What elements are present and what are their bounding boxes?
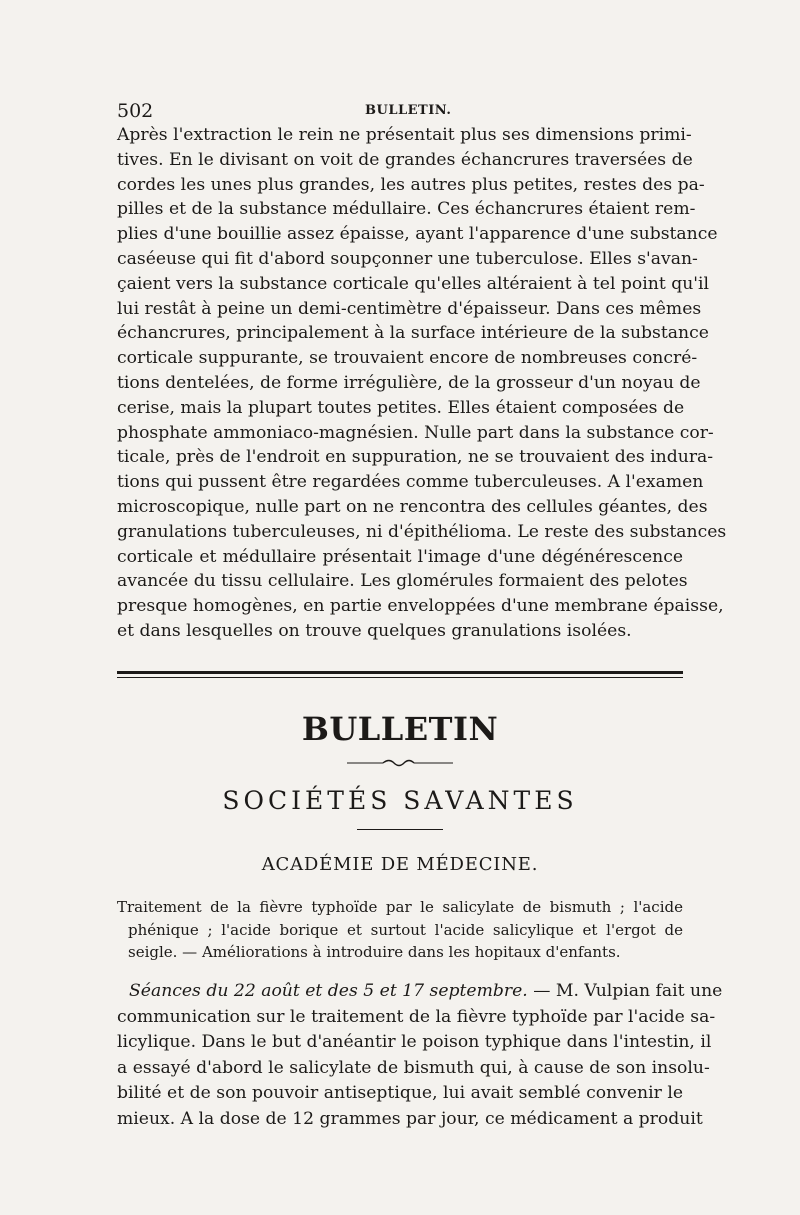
session-speaker: — M. Vulpian fait une [527, 981, 723, 1001]
text-line: tives. En le divisant on voit de grandes échancrures traversées de [117, 149, 693, 170]
text-line: granulations tuberculeuses, ni d'épithélioma. Le reste des substances [117, 521, 727, 542]
subsection-title: SOCIÉTÉS SAVANTES [222, 786, 578, 815]
text-line: cordes les unes plus grandes, les autres plus petites, restes des pa- [117, 174, 705, 195]
text-line: corticale et médullaire présentait l'image d'une dégénérescence [117, 546, 683, 567]
text-line: plies d'une bouillie assez épaisse, ayant l'apparence d'une substance [117, 224, 718, 245]
text-line: bilité et de son pouvoir antiseptique, lui avait semblé convenir le [117, 1083, 683, 1103]
text-line: licylique. Dans le but d'anéantir le poison typhique dans l'intestin, il [117, 1032, 712, 1052]
text-line: microscopique, nulle part on ne rencontra des cellules géantes, des [117, 496, 708, 517]
text-line: mieux. A la dose de 12 grammes par jour, ce médicament a produit [117, 1108, 703, 1129]
running-head [117, 100, 683, 124]
text-line: Après l'extraction le rein ne présentait plus ses dimensions primi- [117, 125, 692, 145]
text-line: cerise, mais la plupart toutes petites. Elles étaient composées de [117, 397, 685, 418]
text-line: çaient vers la substance corticale qu'elles altéraient à tel point qu'il [117, 273, 710, 294]
text-line: presque homogènes, en partie enveloppées d'une membrane épaisse, [117, 596, 724, 617]
text-line: corticale suppurante, se trouvaient encore de nombreuses concré- [117, 348, 698, 369]
text-line: caséeuse qui fit d'abord soupçonner une tuberculose. Elles s'avan- [117, 248, 698, 269]
text-line: échancrures, principalement à la surface intérieure de la substance [117, 323, 709, 344]
text-line: pilles et de la substance médullaire. Ces échancrures étaient rem- [117, 199, 696, 220]
short-divider [357, 829, 443, 830]
text-line: phosphate ammoniaco-magnésien. Nulle part dans la substance cor- [117, 422, 714, 443]
text-line: et dans lesquelles on trouve quelques granulations isolées. [117, 620, 632, 641]
session-line [117, 979, 723, 1005]
summary-line: Traitement de la fièvre typhoïde par le salicylate de bismuth ; l'acide [117, 898, 683, 916]
text-line: avancée du tissu cellulaire. Les glomérules formaient des pelotes [117, 571, 688, 592]
divider-thick-rule [117, 671, 683, 674]
summary-line: seigle. — Améliorations à introduire dans les hopitaux d'enfants. [128, 943, 621, 961]
text-line: a essayé d'abord le salicylate de bismuth qui, à cause de son insolu- [117, 1057, 710, 1078]
ornament-divider [347, 758, 453, 768]
paragraph-session [117, 979, 723, 1132]
text-line: lui restât à peine un demi-centimètre d'épaisseur. Dans ces mêmes [117, 298, 702, 319]
paragraph-autopsy [117, 123, 727, 644]
text-line: ticale, près de l'endroit en suppuration, ne se trouvaient des indura- [117, 447, 714, 468]
text-line: tions qui pussent être regardées comme tuberculeuses. A l'examen [117, 472, 704, 493]
text-line: communication sur le traitement de la fièvre typhoïde par l'acide sa- [117, 1006, 716, 1027]
divider-thin-rule [117, 677, 683, 678]
summary-line: phénique ; l'acide borique et surtout l'acide salicylique et l'ergot de [128, 920, 683, 939]
text-line: tions dentelées, de forme irrégulière, de la grosseur d'un noyau de [117, 372, 701, 393]
summary-block [117, 896, 683, 964]
page-number: 502 [117, 100, 154, 122]
section-title: BULLETIN [301, 710, 499, 748]
running-title: BULLETIN. [365, 103, 452, 118]
section-divider [117, 671, 683, 678]
session-date: Séances du 22 août et des 5 et 17 septembre. [129, 981, 528, 1001]
academy-title: ACADÉMIE DE MÉDECINE. [261, 854, 539, 875]
